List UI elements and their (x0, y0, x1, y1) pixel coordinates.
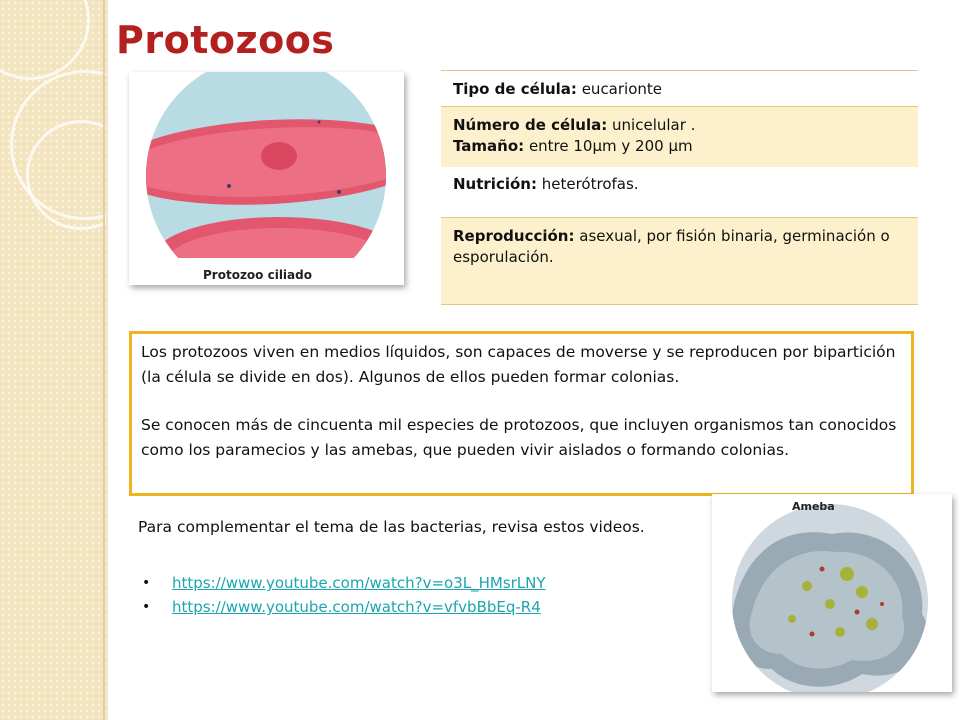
tipo-value: eucarionte (581, 80, 663, 98)
side-strip-edge (106, 0, 108, 720)
page-title: Protozoos (116, 18, 335, 62)
bullet-icon: • (142, 575, 151, 591)
cell-info-table (441, 70, 918, 305)
video-links-list (142, 571, 546, 619)
list-item (142, 595, 546, 619)
info-row-numero-tamano (441, 106, 918, 167)
tamano-value: entre 10µm y 200 µm (528, 137, 693, 155)
nutricion-value: heterótrofas. (541, 175, 639, 193)
description-box (129, 331, 914, 496)
numero-value: unicelular . (612, 116, 696, 134)
protozoo-ciliado-image (129, 72, 404, 285)
tipo-label: Tipo de célula: (453, 80, 577, 98)
info-row-nutricion (441, 167, 918, 217)
reproduccion-label: Reproducción: (453, 227, 575, 245)
description-paragraph: Se conocen más de cincuenta mil especies de protozoos, que incluyen organismos tan conocidos como los paramecios y las amebas, que pueden vivir aislados o formando colonias. (141, 416, 897, 459)
protozoo-image-caption: Protozoo ciliado (203, 268, 312, 282)
list-item (142, 571, 546, 595)
reproduccion-value: asexual, por fisión binaria, germinación o esporulación. (453, 227, 890, 266)
ameba-illustration (712, 494, 952, 692)
info-row-tipo (441, 70, 918, 106)
side-strip-edge (103, 0, 105, 720)
tamano-label: Tamaño: (453, 137, 525, 155)
description-paragraph: Los protozoos viven en medios líquidos, son capaces de moverse y se reproducen por bipartición (la célula se divide en dos). Algunos de ellos pueden formar colonias. (141, 343, 896, 386)
protozoo-illustration (129, 72, 404, 285)
info-row-reproduccion (441, 217, 918, 305)
ameba-image (712, 494, 952, 692)
complement-text: Para complementar el tema de las bacterias, revisa estos videos. (138, 518, 645, 536)
decorative-ring (0, 0, 90, 80)
video-link[interactable]: https://www.youtube.com/watch?v=o3L_HMsrLNY (172, 574, 546, 592)
nutricion-label: Nutrición: (453, 175, 537, 193)
numero-label: Número de célula: (453, 116, 608, 134)
video-link[interactable]: https://www.youtube.com/watch?v=vfvbBbEq-R4 (172, 598, 541, 616)
bullet-icon: • (142, 599, 151, 615)
decorative-side-strip (0, 0, 106, 720)
ameba-image-caption: Ameba (792, 500, 835, 513)
